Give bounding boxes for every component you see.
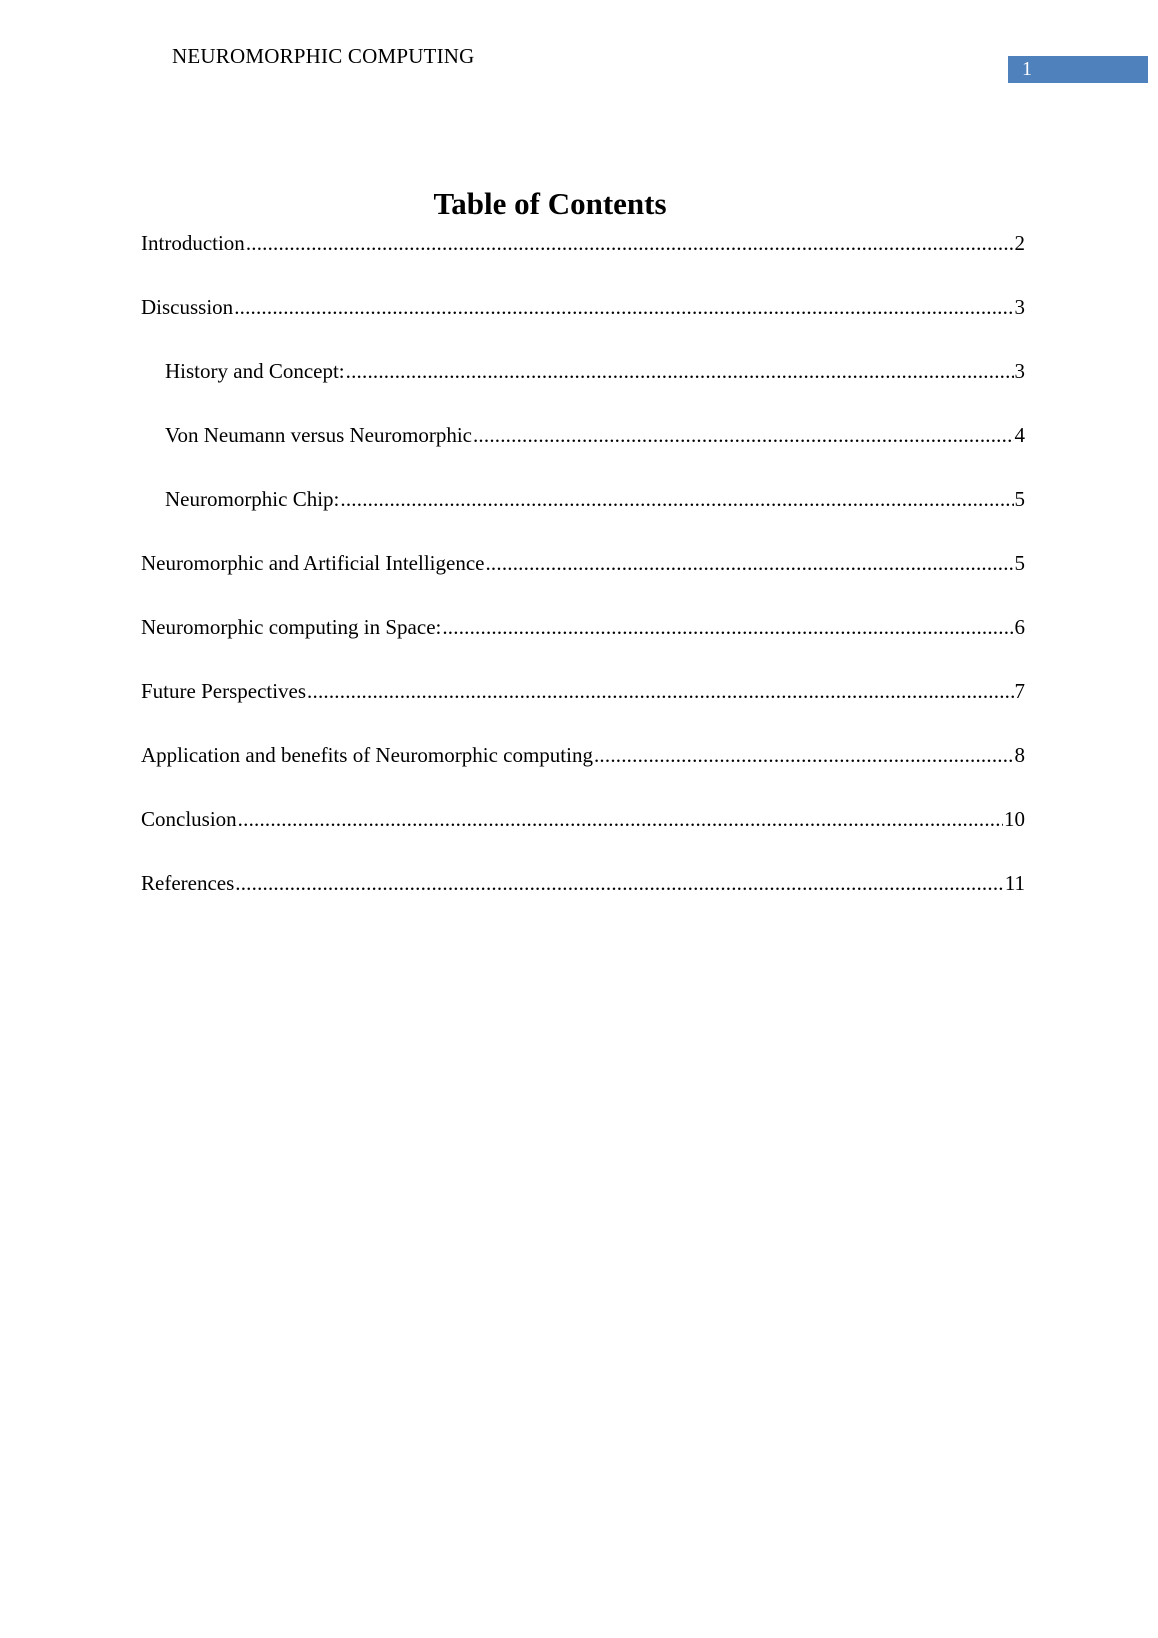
toc-entry-history-and-concept[interactable] <box>141 356 1025 420</box>
toc-entry-page: 8 <box>1014 743 1025 767</box>
toc-entry-discussion[interactable] <box>141 292 1025 356</box>
running-header-title: NEUROMORPHIC COMPUTING <box>172 44 475 68</box>
toc-entry-page: 5 <box>1014 487 1025 511</box>
toc-dot-leader <box>235 868 1003 898</box>
toc-entry-page: 10 <box>1004 807 1025 831</box>
toc-dot-leader <box>234 292 1013 322</box>
toc-entry-references[interactable] <box>141 868 1025 932</box>
toc-dot-leader <box>442 612 1013 642</box>
toc-dot-leader <box>246 228 1014 258</box>
toc-entry-text: Discussion <box>141 292 234 322</box>
toc-entry-text: Neuromorphic and Artificial Intelligence <box>141 548 485 578</box>
toc-title: Table of Contents <box>433 186 667 221</box>
toc-entry-von-neumann-versus-neuromorphic[interactable] <box>141 420 1025 484</box>
toc-entry-text: Von Neumann versus Neuromorphic <box>165 420 473 450</box>
toc-entry-neuromorphic-and-ai[interactable] <box>141 548 1025 612</box>
toc-entry-text: Future Perspectives <box>141 676 307 706</box>
toc-entry-page: 5 <box>1014 551 1025 575</box>
toc-entry-text: References <box>141 868 235 898</box>
toc-entry-page: 3 <box>1014 359 1025 383</box>
toc-entry-page: 7 <box>1014 679 1025 703</box>
toc-dot-leader <box>485 548 1013 578</box>
toc-entry-page: 2 <box>1014 231 1025 255</box>
toc-entry-text: Neuromorphic computing in Space: <box>141 612 442 642</box>
toc-entry-future-perspectives[interactable] <box>141 676 1025 740</box>
toc-entry-neuromorphic-computing-in-space[interactable] <box>141 612 1025 676</box>
toc-entry-page: 11 <box>1004 871 1025 895</box>
toc-entry-page: 4 <box>1014 423 1025 447</box>
toc-dot-leader <box>238 804 1003 834</box>
toc-entry-text: Introduction <box>141 228 246 258</box>
toc-dot-leader <box>307 676 1013 706</box>
toc-entry-text: Conclusion <box>141 804 238 834</box>
toc-dot-leader <box>340 484 1013 514</box>
toc-entry-neuromorphic-chip[interactable] <box>141 484 1025 548</box>
page-number-badge: 1 <box>1008 56 1148 83</box>
toc-entry-text: Neuromorphic Chip: <box>165 484 340 514</box>
toc-dot-leader <box>346 356 1014 386</box>
toc-entry-application-and-benefits[interactable] <box>141 740 1025 804</box>
toc-dot-leader <box>594 740 1014 770</box>
table-of-contents <box>141 228 1025 932</box>
toc-entry-introduction[interactable] <box>141 228 1025 292</box>
toc-dot-leader <box>473 420 1014 450</box>
toc-entry-text: Application and benefits of Neuromorphic computing <box>141 740 594 770</box>
toc-entry-page: 3 <box>1014 295 1025 319</box>
toc-entry-conclusion[interactable] <box>141 804 1025 868</box>
toc-entry-page: 6 <box>1014 615 1025 639</box>
toc-entry-text: History and Concept: <box>165 356 346 386</box>
